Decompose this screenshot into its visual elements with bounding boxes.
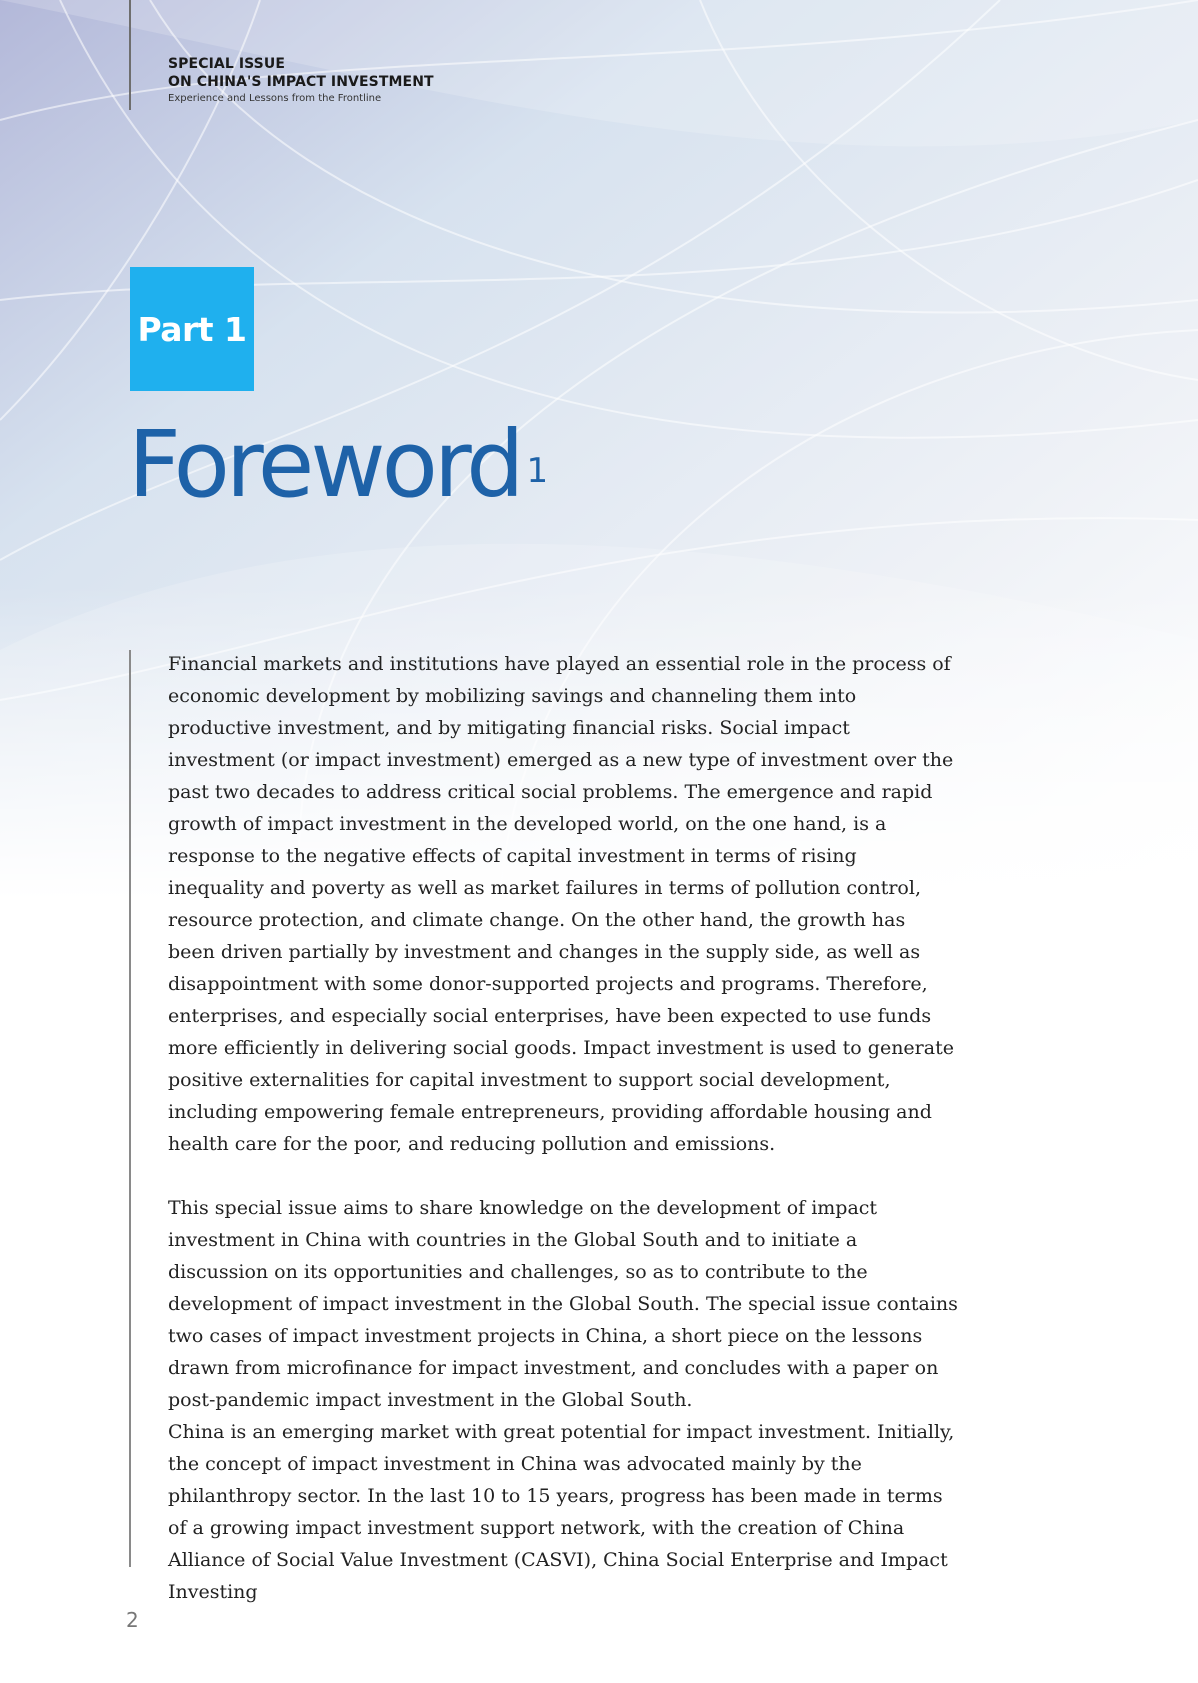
header-title-line1: SPECIAL ISSUE [168, 56, 285, 72]
running-header [168, 55, 434, 107]
header-title-line2: ON CHINA'S IMPACT INVESTMENT [168, 74, 434, 90]
body-paragraph: This special issue aims to share knowledge on the development of impact investment in China with countries in the Global South and to initiate a discussion on its opportunities and challenges, so as to contribute to the development of impact investment in the Global South. The special issue contains two cases of impact investment projects in China, a short piece on the lessons drawn from microfinance for impact investment, and concludes with a paper on post-pandemic impact investment in the Global South. [168, 1197, 958, 1411]
body-text [168, 648, 958, 1608]
body-side-rule [129, 650, 131, 1567]
part-label-box: Part 1 [130, 267, 254, 391]
header-subtitle: Experience and Lessons from the Frontline [168, 93, 382, 104]
page-title [128, 400, 549, 530]
page-number: 2 [126, 1608, 139, 1632]
title-footnote-marker: 1 [526, 451, 549, 491]
body-paragraph: China is an emerging market with great potential for impact investment. Initially, the concept of impact investment in China was advocated mainly by the philanthropy sector. In the last 10 to 15 years, progress has been made in terms of a growing impact investment support network, with the creation of China Alliance of Social Value Investment (CASVI), China Social Enterprise and Impact Investing [168, 1421, 955, 1603]
header-rule [129, 0, 131, 110]
body-paragraph: Financial markets and institutions have played an essential role in the process of economic development by mobilizing savings and channeling them into productive investment, and by mitigating financial risks. Social impact investment (or impact investment) emerged as a new type of investment over the past two decades to address critical social problems. The emergence and rapid growth of impact investment in the developed world, on the one hand, is a response to the negative effects of capital investment in terms of rising inequality and poverty as well as market failures in terms of pollution control, resource protection, and climate change. On the other hand, the growth has been driven partially by investment and changes in the supply side, as well as disappointment with some donor-supported projects and programs. Therefore, enterprises, and especially social enterprises, have been expected to use funds more efficiently in delivering social goods. Impact investment is used to generate positive externalities for capital investment to support social development, including empowering female entrepreneurs, providing affordable housing and health care for the poor, and reducing pollution and emissions. [168, 653, 954, 1155]
title-text: Foreword [128, 411, 521, 518]
